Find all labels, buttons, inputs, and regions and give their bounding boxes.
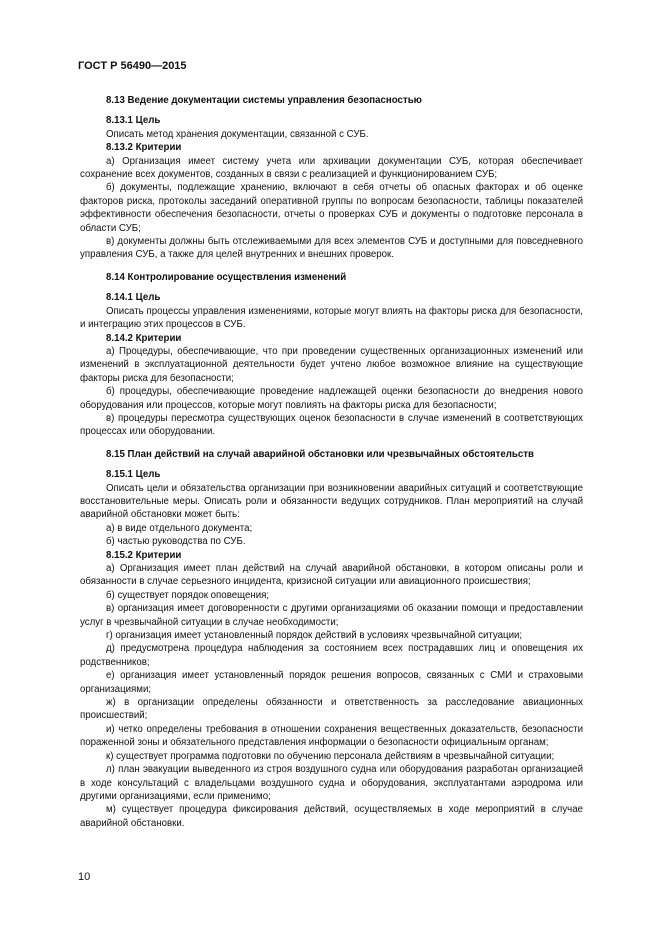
paragraph: б) документы, подлежащие хранению, включают в себя отчеты об опасных факторах и об оценке факторов риска, протоколы заседаний оперативной группы по вопросам безопасности, таблицы показателей эффективности обеспечения безопасности, отчеты о проверках СУБ и документы о подготовке персонала в области СУБ; (80, 182, 583, 234)
paragraph: б) процедуры, обеспечивающие проведение надлежащей оценки безопасности до внедрения нового оборудования или процессов, которые могут повлиять на факторы риска для безопасности; (80, 386, 583, 411)
paragraph: а) в виде отдельного документа; (106, 522, 253, 534)
paragraph: в) процедуры пересмотра существующих оценок безопасности в случае изменений в соответствующих процессах или оборудовании. (80, 412, 583, 438)
section-title: 8.14 Контролирование осуществления изменений (106, 271, 347, 283)
section-title: 8.13 Ведение документации системы управления безопасностью (106, 95, 422, 106)
paragraph: а) Организация имеет план действий на случай аварийной обстановки, в котором описаны роли и обязанности в случае серьезного инцидента, кризисной ситуации или авиационного происшествия; (80, 563, 583, 588)
paragraph: и) четко определены требования в отношении сохранения вещественных доказательств, безопасности пораженной зоны и обязательного представления информации о безопасности официальным органам; (80, 723, 583, 749)
paragraph: Описать метод хранения документации, связанной с СУБ. (106, 128, 369, 140)
paragraph: е) организация имеет установленный порядок решения вопросов, связанных с СМИ и страховыми организациями; (80, 670, 583, 695)
subsection-heading: 8.15.1 Цель (106, 469, 161, 481)
paragraph: в) организация имеет договоренности с другими организациями об оказании помощи и предоставлении услуг в чрезвычайной ситуации в случае необходимости; (80, 603, 583, 628)
paragraph: Описать цели и обязательства организации при возникновении аварийных ситуаций и соответствующие восстановительные меры. Описать роли и обязанности ведущих сотрудников. План мероприятий на случай аварийной обстановки может быть: (80, 482, 583, 521)
paragraph: б) частью руководства по СУБ. (106, 536, 246, 548)
paragraph: к) существует программа подготовки по обучению персонала действиям в чрезвычайной ситуации; (106, 750, 555, 762)
subsection-heading: 8.14.2 Критерии (106, 332, 182, 344)
document-body (80, 94, 583, 830)
subsection-heading: 8.13.1 Цель (106, 115, 161, 127)
paragraph: Описать процессы управления изменениями, которые могут влиять на факторы риска для безопасности, и интеграцию этих процессов в СУБ. (80, 305, 583, 331)
subsection-heading: 8.15.2 Критерии (106, 549, 182, 561)
paragraph: а) Процедуры, обеспечивающие, что при проведении существенных организационных изменений или изменений в эксплуатационной деятельности будет учтено любое возможное влияние на существующие факторы риска для безопасности; (80, 345, 583, 384)
paragraph: в) документы должны быть отслеживаемыми для всех элементов СУБ и доступными для повседневного управления СУБ, а также для целей внутренних и внешних проверок. (80, 236, 583, 261)
page-number: 10 (78, 871, 91, 883)
paragraph: д) предусмотрена процедура наблюдения за состоянием всех пострадавших лиц и оповещения их родственников; (80, 643, 583, 668)
doc-header-code: ГОСТ Р 56490—2015 (78, 60, 187, 72)
paragraph: а) Организация имеет систему учета или архивации документации СУБ, которая обеспечивает сохранение всех документов, созданных в связи с реализацией и функционированием СУБ; (80, 155, 583, 181)
paragraph: м) существует процедура фиксирования действий, осуществляемых в ходе мероприятий в случае аварийной обстановки. (80, 804, 583, 829)
paragraph: л) план эвакуации выведенного из строя воздушного судна или оборудования разработан организацией в ходе консультаций с владельцами воздушного судна и оборудования, эксплуатантами аэродрома или другими организациями, если применимо; (80, 764, 583, 802)
subsection-heading: 8.13.2 Критерии (106, 142, 182, 154)
section-title: 8.15 План действий на случай аварийной обстановки или чрезвычайных обстоятельств (106, 448, 534, 460)
subsection-heading: 8.14.1 Цель (106, 292, 161, 304)
paragraph: г) организация имеет установленный порядок действий в условиях чрезвычайной ситуации; (106, 630, 523, 642)
paragraph: б) существует порядок оповещения; (106, 589, 270, 601)
paragraph: ж) в организации определены обязанности и ответственность за расследование авиационных происшествий; (80, 697, 583, 722)
